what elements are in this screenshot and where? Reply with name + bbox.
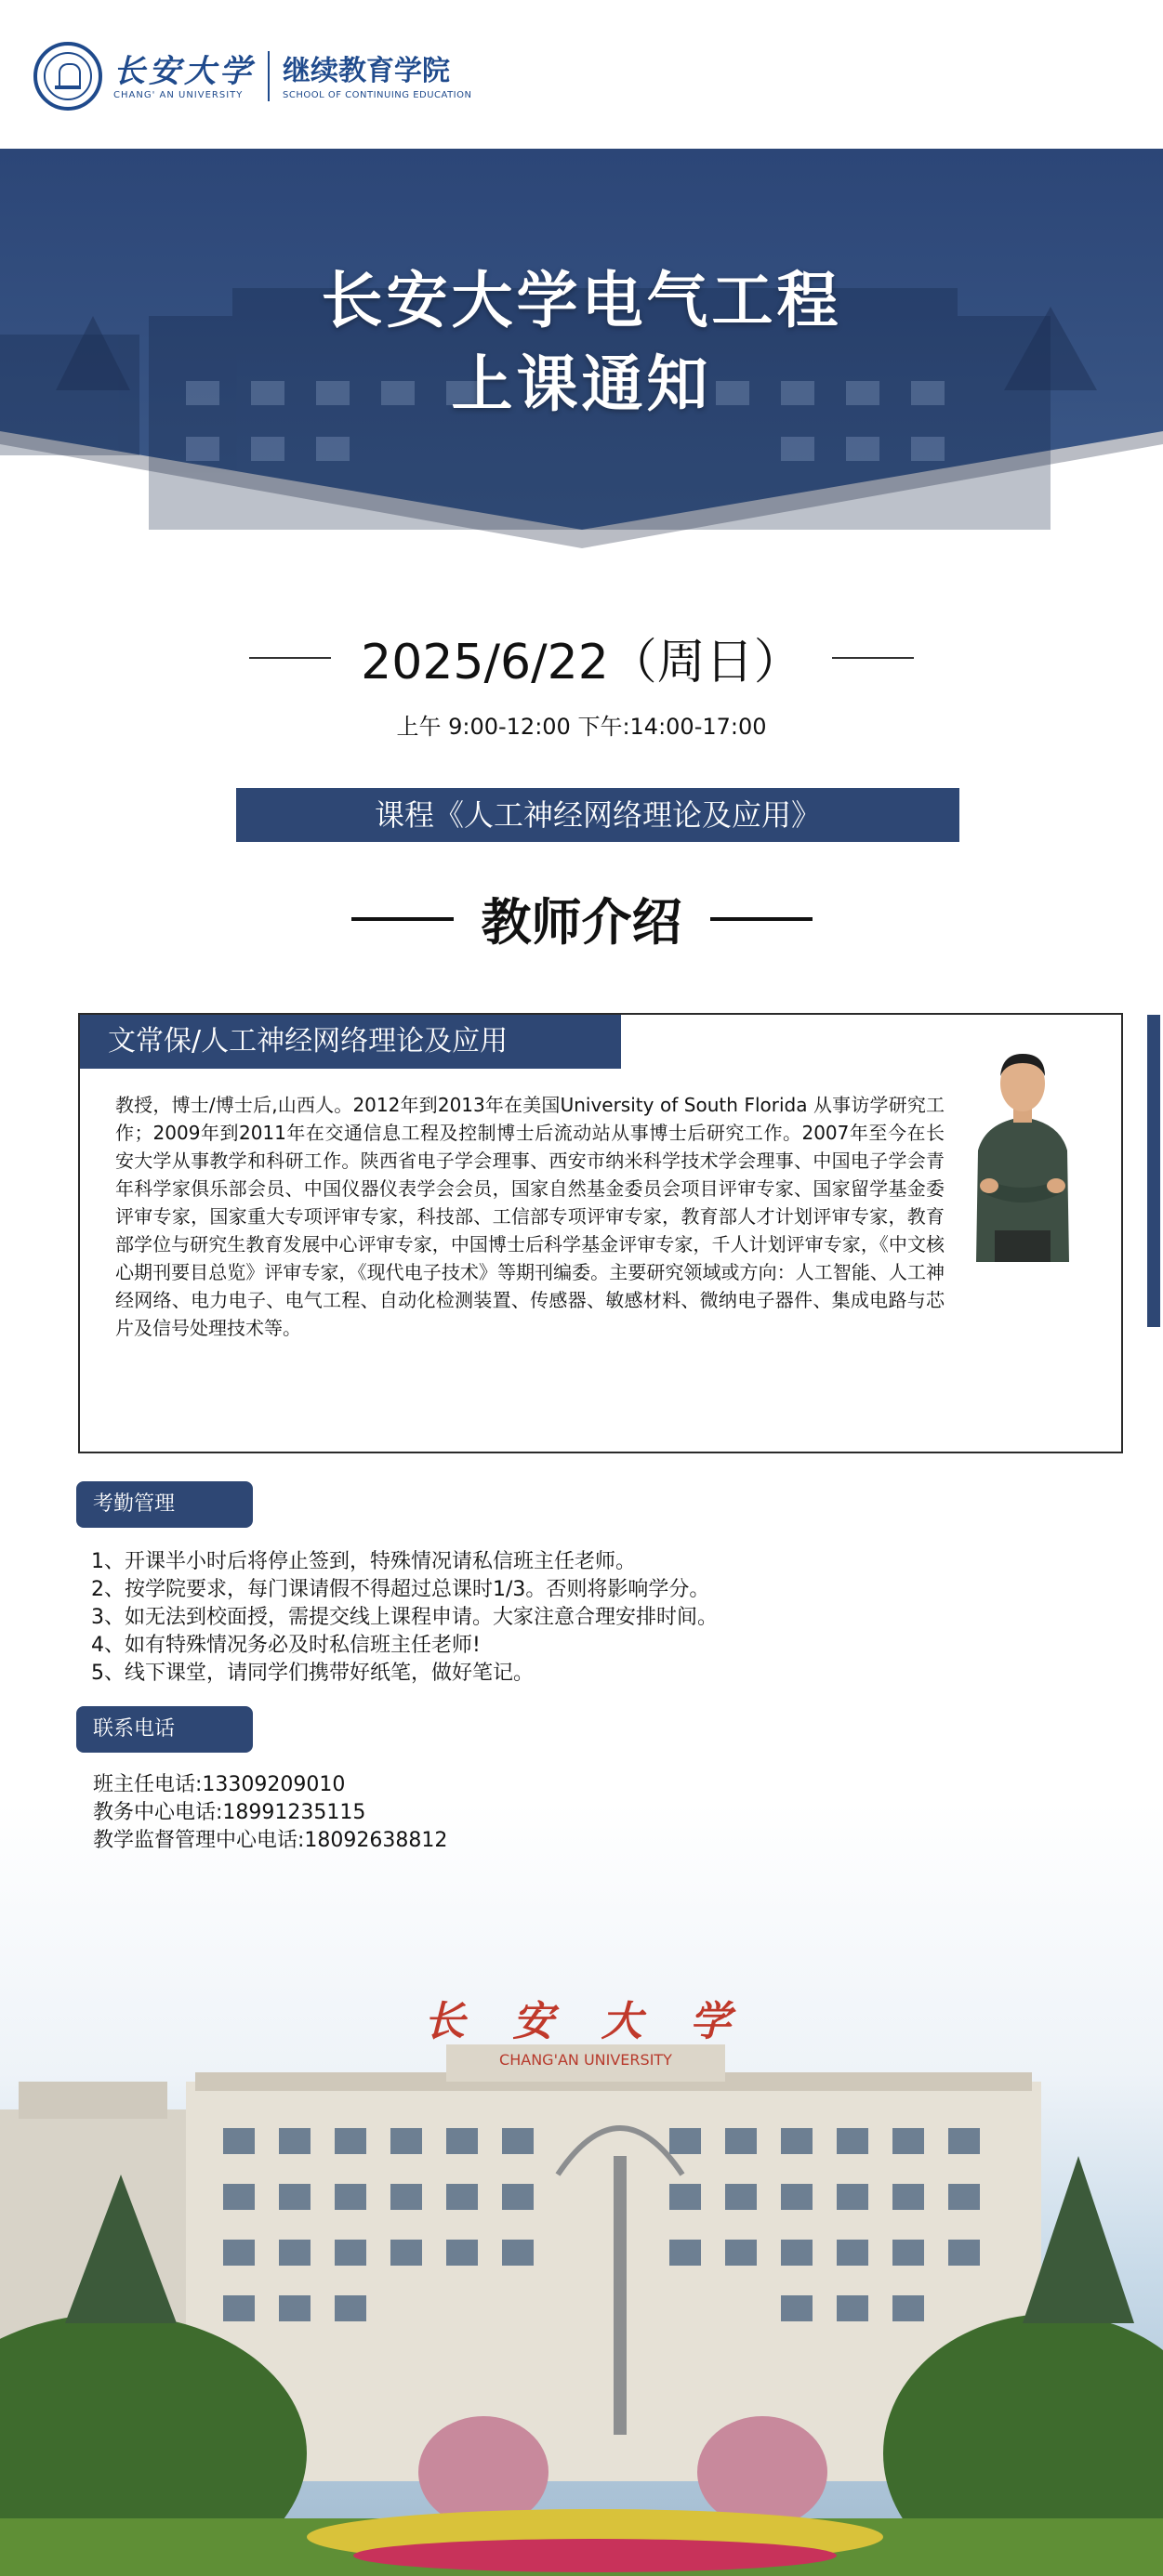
- university-name: [113, 53, 255, 100]
- class-date: 2025/6/22（周日）: [361, 635, 802, 690]
- rule-item: 5、线下课堂，请同学们携带好纸笔，做好笔记。: [91, 1662, 534, 1685]
- heading-dash-left: [351, 917, 454, 921]
- contact-item: 教学监督管理中心电话:18092638812: [93, 1829, 448, 1852]
- contact-item: 教务中心电话:18991235115: [93, 1801, 366, 1824]
- logo-divider: [268, 51, 270, 101]
- title-line2: 上课通知: [451, 348, 712, 420]
- rule-item: 4、如有特殊情况务必及时私信班主任老师!: [91, 1634, 481, 1657]
- teacher-name-course: 文常保/人工神经网络理论及应用: [80, 1015, 621, 1069]
- contact-list: [93, 1771, 447, 1855]
- teacher-bio: 教授，博士/博士后,山西人。2012年到2013年在美国University of South Florida 从事访学研究工作；2009年到2011年在交通信息工程及控制博士后流动站从事博士后研究工作。2007年至今在长安大学从事教学和科研工作。陕西省电子学会理事、西安市纳米科学技术学会理事、中国电子学会青年科学家俱乐部会员、中国仪器仪表学会会员，国家自然基金委员会项目评审专家、国家留学基金委评审专家，国家重大专项评审专家，科技部、工信部专项评审专家，教育部人才计划评审专家，教育部学位与研究生教育发展中心评审专家，中国博士后科学基金评审专家，千人计划评审专家，《中文核心期刊要目总览》评审专家，《现代电子技术》等期刊编委。主要研究领域或方向：人工智能、人工神经网络、电力电子、电气工程、自动化检测装置、传感器、敏感材料、微纳电子器件、集成电路与芯片及信号处理技术等。: [115, 1094, 945, 1339]
- date-row: [0, 623, 1163, 692]
- teacher-heading-row: [0, 883, 1163, 954]
- heading-dash-right: [710, 917, 813, 921]
- campus-photo: [0, 1803, 1163, 2576]
- campus-sign-en: CHANG'AN UNIVERSITY: [499, 2051, 672, 2069]
- date-dash-right: [832, 657, 914, 659]
- teacher-heading: 教师介绍: [481, 892, 682, 952]
- school-name: [283, 53, 472, 100]
- rule-item: 2、按学院要求，每门课请假不得超过总课时1/3。否则将影响学分。: [91, 1578, 710, 1601]
- university-name-cn: 长安大学: [113, 52, 255, 90]
- contact-label: 联系电话: [76, 1706, 253, 1753]
- teacher-portrait: [958, 1039, 1088, 1262]
- date-dash-left: [249, 657, 331, 659]
- attendance-rules: [91, 1548, 718, 1688]
- university-seal-icon: [33, 42, 102, 111]
- contact-item: 班主任电话:13309209010: [93, 1773, 346, 1796]
- attendance-label: 考勤管理: [76, 1481, 253, 1528]
- rule-item: 3、如无法到校面授，需提交线上课程申请。大家注意合理安排时间。: [91, 1606, 718, 1629]
- course-banner: 课程《人工神经网络理论及应用》: [236, 788, 959, 842]
- school-name-cn: 继续教育学院: [283, 54, 450, 87]
- campus-sign: 长 安 大 学: [424, 1998, 747, 2045]
- class-time: 上午 9:00-12:00 下午:14:00-17:00: [396, 714, 767, 740]
- header-logo: [33, 39, 472, 113]
- school-name-en: SCHOOL OF CONTINUING EDUCATION: [283, 89, 472, 100]
- card-side-strip: [1147, 1015, 1160, 1327]
- university-name-en: CHANG' AN UNIVERSITY: [113, 89, 244, 100]
- title-line1: 长安大学电气工程: [321, 265, 842, 336]
- rule-item: 1、开课半小时后将停止签到，特殊情况请私信班主任老师。: [91, 1550, 636, 1573]
- title-banner: [0, 149, 1163, 558]
